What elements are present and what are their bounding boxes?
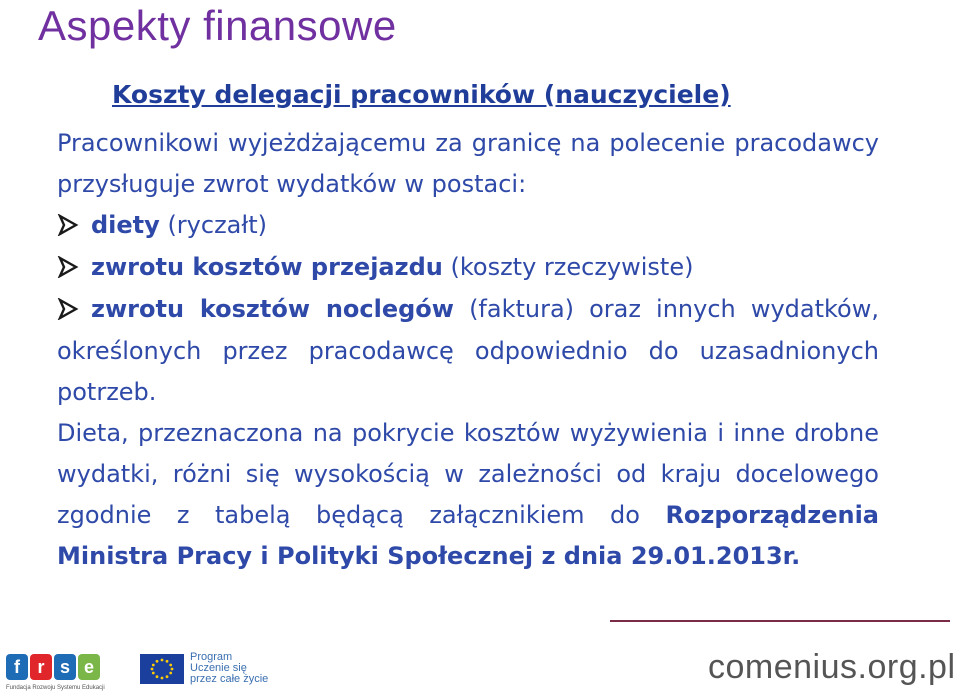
regulation-text: Rozporządzenia Ministra Pracy i Polityki Społecznej z dnia 29.01.2013r. <box>57 501 879 570</box>
frse-letter: f <box>6 654 28 680</box>
program-logo-text <box>190 652 268 685</box>
bullet-item <box>57 205 879 247</box>
footer <box>0 640 960 700</box>
program-line: przez całe życie <box>190 673 269 685</box>
slide-content <box>57 123 879 577</box>
intro-paragraph: Pracownikowi wyjeżdżającemu za granicę na polecenie pracodawcy przysługuje zwrot wydatków w postaci: <box>57 129 879 198</box>
frse-letter: r <box>30 654 52 680</box>
slide-subtitle: Koszty delegacji pracowników (nauczyciele) <box>112 80 731 109</box>
frse-letters <box>6 654 100 684</box>
diet-text: Dieta, przeznaczona na pokrycie kosztów wyżywienia i inne drobne wydatki, różni się wysokością w zależności od kraju docelowego zgodnie z tabelą będącą załącznikiem do <box>57 419 879 529</box>
frse-caption: Fundacja Rozwoju Systemu Edukacji <box>6 685 105 691</box>
bullet-rest-text: (koszty rzeczywiste) <box>442 253 694 281</box>
program-line: Uczenie się <box>190 662 247 674</box>
arrow-bullet-icon <box>57 248 83 289</box>
arrow-bullet-icon <box>57 290 83 331</box>
bullet-item <box>57 289 879 413</box>
bullet-item <box>57 247 879 289</box>
comenius-site-label: comenius.org.pl <box>708 648 956 686</box>
arrow-bullet-icon <box>57 206 83 247</box>
eu-flag-icon <box>140 654 184 684</box>
frse-logo <box>6 654 105 694</box>
bullet-bold-text: zwrotu kosztów noclegów <box>91 295 454 323</box>
bullet-rest-text: (faktura) oraz innych wydatków, określonych przez pracodawcę odpowiednio do uzasadnionych potrzeb. <box>57 295 880 406</box>
diet-paragraph <box>57 413 879 577</box>
frse-letter: s <box>54 654 76 680</box>
footer-divider <box>610 620 950 622</box>
slide-title: Aspekty finansowe <box>38 2 397 49</box>
bullet-rest-text: (ryczałt) <box>159 211 267 239</box>
frse-letter: e <box>78 654 100 680</box>
bullet-bold-text: diety <box>91 211 160 239</box>
bullet-bold-text: zwrotu kosztów przejazdu <box>91 253 443 281</box>
program-line: Program <box>190 651 233 663</box>
